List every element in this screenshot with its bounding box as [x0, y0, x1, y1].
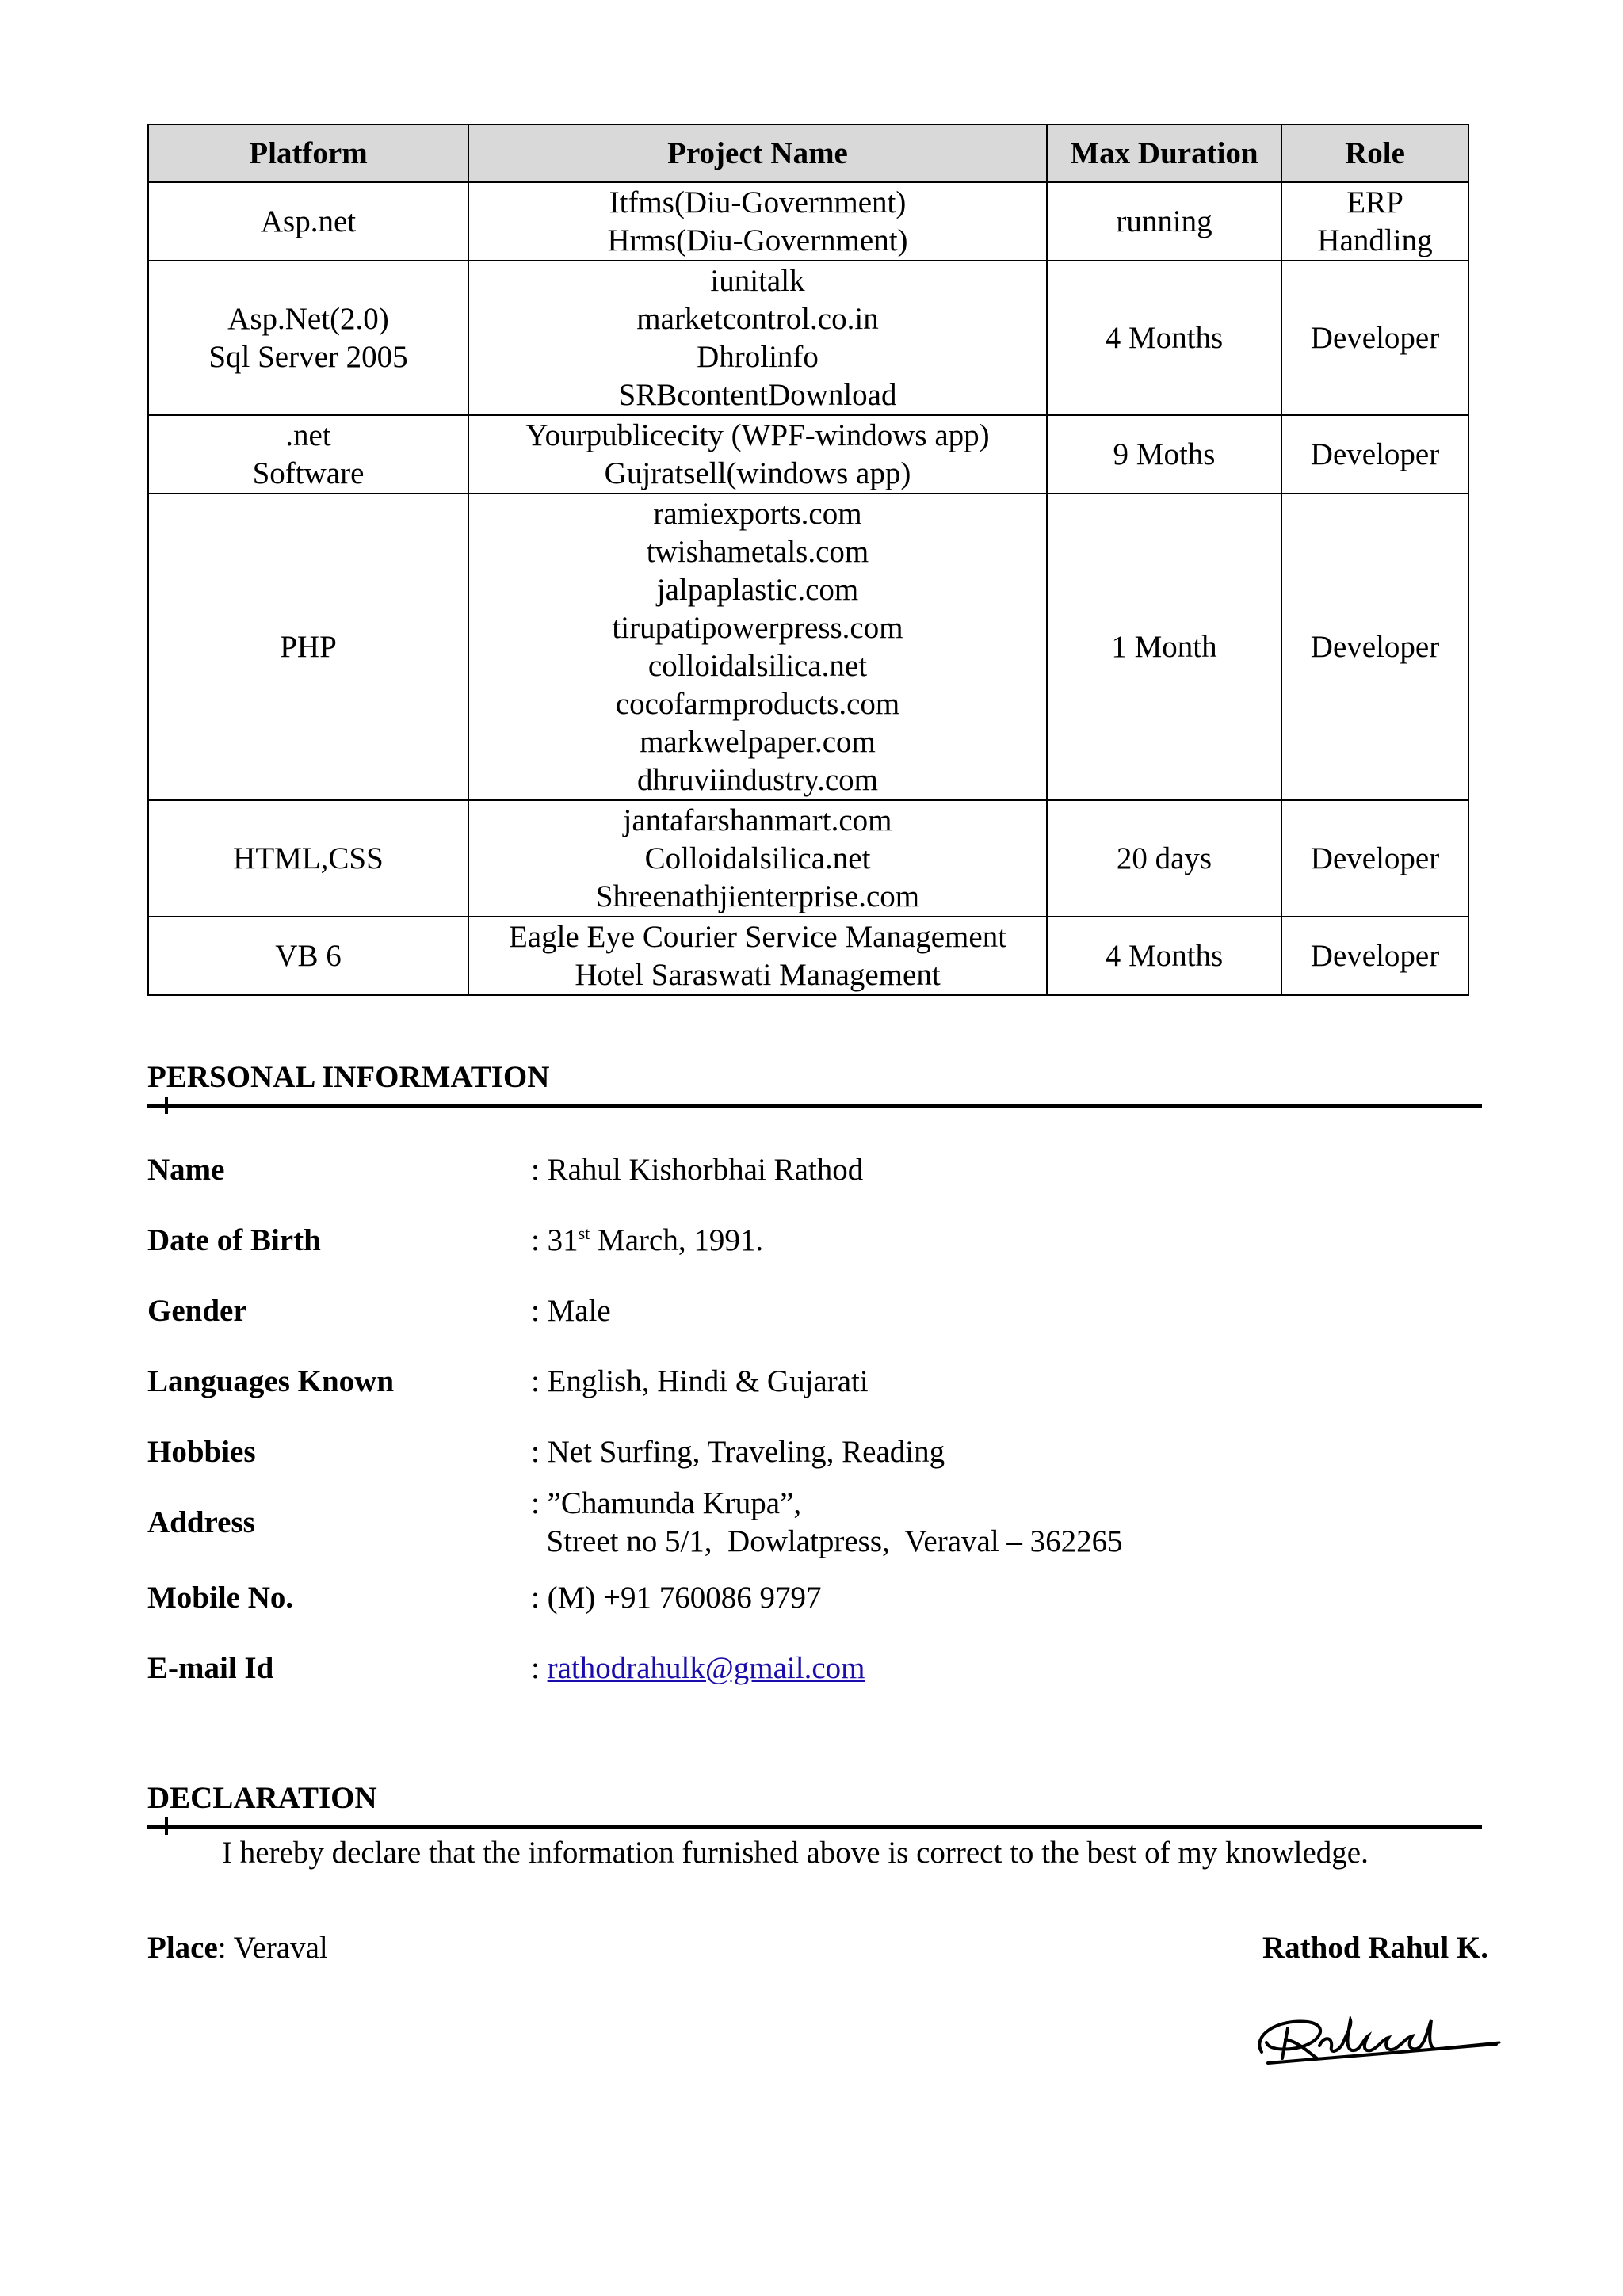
role-cell [1281, 182, 1468, 261]
name-label: Name [147, 1153, 225, 1187]
platform-cell-line: Sql Server 2005 [208, 339, 408, 374]
divider-tick [165, 1817, 168, 1835]
header-max-duration: Max Duration [1047, 124, 1281, 182]
section-divider [147, 1104, 1482, 1108]
project-name-cell-line: Gujratsell(windows app) [604, 456, 911, 490]
project-name-cell-line: Colloidalsilica.net [644, 841, 871, 875]
email-value [531, 1650, 865, 1688]
platform-cell-line: Software [252, 456, 365, 490]
role-cell [1281, 800, 1468, 917]
role-cell [1281, 261, 1468, 415]
project-name-cell-line: Hrms(Diu-Government) [607, 223, 908, 257]
project-name-cell-line: twishametals.com [646, 534, 869, 569]
dob-suffix-ordinal: st [578, 1223, 590, 1243]
project-name-cell-line: iunitalk [710, 263, 805, 298]
role-cell [1281, 415, 1468, 494]
address-label: Address [147, 1505, 255, 1539]
role-cell-line: Developer [1310, 437, 1440, 471]
dob-suffix: March, 1991. [590, 1223, 764, 1257]
declaration-text: I hereby declare that the information furnished above is correct to the best of my knowledge. [222, 1836, 1369, 1870]
platform-cell [148, 494, 468, 800]
place-value: : Veraval [217, 1931, 328, 1965]
header-platform: Platform [148, 124, 468, 182]
languages-label: Languages Known [147, 1364, 395, 1398]
role-cell [1281, 917, 1468, 995]
project-name-cell [468, 182, 1047, 261]
email-prefix: : [531, 1651, 548, 1685]
place-line [147, 1929, 328, 1967]
project-name-cell-line: marketcontrol.co.in [636, 301, 879, 336]
role-cell-line: Handling [1317, 223, 1433, 257]
address-line-1: : ”Chamunda Krupa”, [531, 1486, 802, 1520]
role-cell-line: Developer [1310, 320, 1440, 355]
platform-cell [148, 917, 468, 995]
section-divider [147, 1825, 1482, 1829]
personal-info-heading: PERSONAL INFORMATION [147, 1060, 550, 1094]
languages-value: : English, Hindi & Gujarati [531, 1364, 869, 1398]
platform-cell-line: Asp.Net(2.0) [227, 301, 389, 336]
platform-cell [148, 800, 468, 917]
mobile-label: Mobile No. [147, 1581, 294, 1615]
duration-cell: running [1047, 182, 1281, 261]
divider-tick [165, 1097, 168, 1114]
signer-name: Rathod Rahul K. [1262, 1931, 1488, 1965]
project-name-cell [468, 494, 1047, 800]
dob-label: Date of Birth [147, 1223, 321, 1257]
table-row [148, 800, 1468, 917]
table-row [148, 182, 1468, 261]
role-cell-line: ERP [1346, 185, 1403, 219]
platform-cell-line: VB 6 [275, 938, 342, 973]
address-line-2: Street no 5/1, Dowlatpress, Veraval – 362265 [531, 1524, 1123, 1558]
platform-cell-line: .net [285, 418, 331, 452]
project-name-cell-line: Hotel Saraswati Management [575, 957, 941, 992]
dob-prefix: : 31 [531, 1223, 579, 1257]
project-name-cell-line: Yourpublicecity (WPF-windows app) [525, 418, 990, 452]
signature-icon [1244, 1997, 1506, 2076]
project-name-cell [468, 415, 1047, 494]
duration-cell: 20 days [1047, 800, 1281, 917]
project-name-cell [468, 800, 1047, 917]
email-link[interactable]: rathodrahulk@gmail.com [547, 1651, 865, 1685]
hobbies-value: : Net Surfing, Traveling, Reading [531, 1435, 945, 1469]
table-row [148, 415, 1468, 494]
platform-cell [148, 261, 468, 415]
name-value: : Rahul Kishorbhai Rathod [531, 1153, 864, 1187]
project-name-cell-line: cocofarmproducts.com [615, 686, 900, 721]
project-name-cell-line: Dhrolinfo [697, 339, 819, 374]
project-name-cell [468, 261, 1047, 415]
project-name-cell-line: markwelpaper.com [640, 724, 876, 759]
project-name-cell-line: Itfms(Diu-Government) [609, 185, 907, 219]
hobbies-label: Hobbies [147, 1435, 256, 1469]
role-cell-line: Developer [1310, 841, 1440, 875]
role-cell-line: Developer [1310, 938, 1440, 973]
declaration-heading: DECLARATION [147, 1781, 377, 1815]
place-label: Place [147, 1931, 218, 1965]
role-cell [1281, 494, 1468, 800]
header-role: Role [1281, 124, 1468, 182]
duration-cell: 1 Month [1047, 494, 1281, 800]
projects-table [147, 124, 1469, 996]
duration-cell: 9 Moths [1047, 415, 1281, 494]
mobile-value: : (M) +91 760086 9797 [531, 1581, 822, 1615]
project-name-cell-line: colloidalsilica.net [647, 648, 868, 683]
project-name-cell-line: jantafarshanmart.com [623, 803, 892, 837]
table-header-row [148, 124, 1468, 182]
gender-label: Gender [147, 1294, 247, 1328]
role-cell-line: Developer [1310, 629, 1440, 664]
project-name-cell-line: dhruviindustry.com [636, 762, 879, 797]
table-row [148, 917, 1468, 995]
duration-cell: 4 Months [1047, 261, 1281, 415]
gender-value: : Male [531, 1294, 611, 1328]
project-name-cell-line: jalpaplastic.com [656, 572, 859, 607]
table-row [148, 494, 1468, 800]
platform-cell-line: Asp.net [260, 204, 357, 238]
project-name-cell-line: SRBcontentDownload [618, 377, 897, 412]
table-row [148, 261, 1468, 415]
project-name-cell-line: tirupatipowerpress.com [612, 610, 903, 645]
duration-cell: 4 Months [1047, 917, 1281, 995]
platform-cell [148, 182, 468, 261]
header-project-name: Project Name [468, 124, 1047, 182]
table-body [148, 182, 1468, 995]
project-name-cell-line: Eagle Eye Courier Service Management [508, 919, 1007, 954]
email-label: E-mail Id [147, 1651, 274, 1685]
project-name-cell [468, 917, 1047, 995]
project-name-cell-line: Shreenathjienterprise.com [595, 879, 920, 913]
platform-cell-line: HTML,CSS [233, 841, 384, 875]
platform-cell [148, 415, 468, 494]
platform-cell-line: PHP [280, 629, 337, 664]
dob-value [531, 1222, 763, 1260]
project-name-cell-line: ramiexports.com [653, 496, 862, 531]
